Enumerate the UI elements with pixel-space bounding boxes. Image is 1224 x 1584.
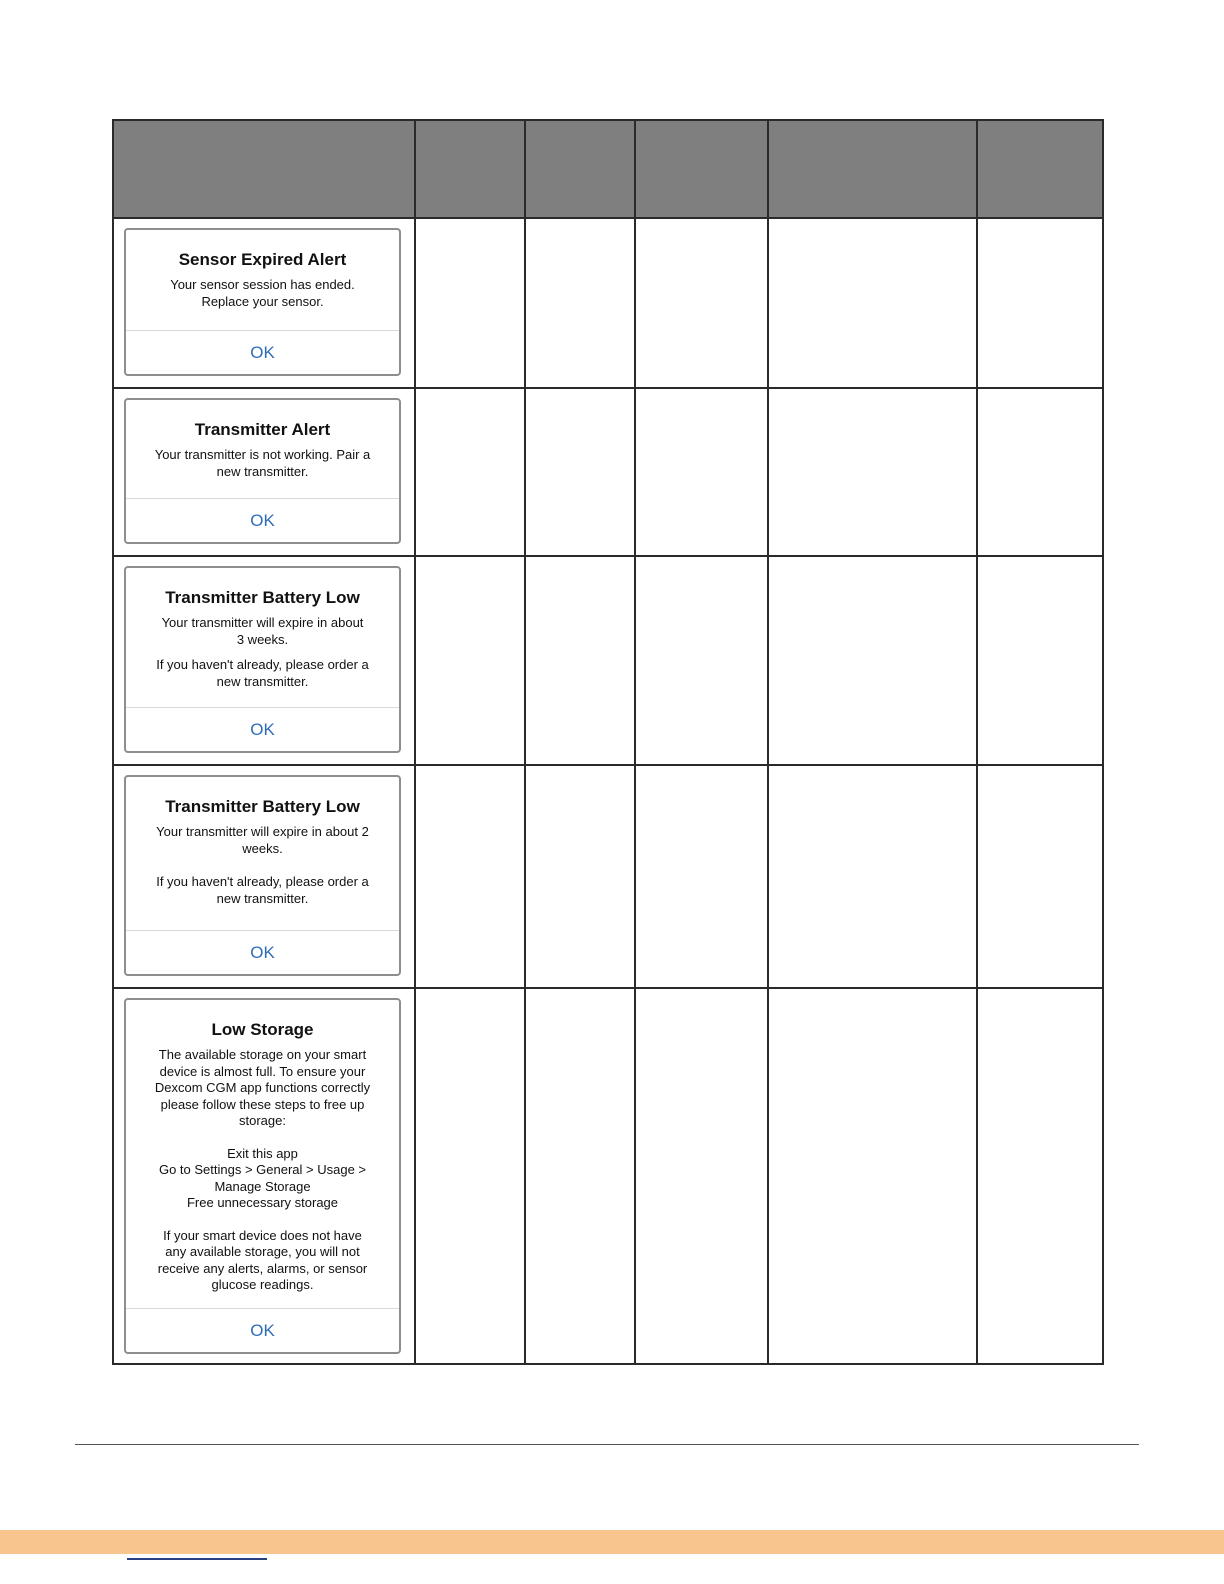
row-divider — [114, 387, 1102, 389]
header-cell-4 — [636, 121, 769, 217]
dialog-steps: Exit this app Go to Settings > General > Usage > Manage Storage Free unnecessary storage — [158, 1145, 367, 1210]
dialog-message: Your transmitter will expire in about 3 weeks. — [161, 615, 364, 647]
dialog-message: If your smart device does not have any available storage, you will not receive any alerts, alarms, or sensor glucose readings. — [157, 1227, 368, 1292]
dialog-message: Your transmitter is not working. Pair a new transmitter. — [154, 447, 371, 479]
column-divider — [414, 121, 416, 1363]
dialog-title: Transmitter Battery Low — [165, 797, 360, 816]
dialog-title: Sensor Expired Alert — [178, 250, 347, 269]
dialog-message: Your sensor session has ended. Replace your sensor. — [170, 277, 355, 309]
ok-button[interactable]: OK — [250, 1320, 275, 1340]
dialog-message: If you haven't already, please order a new transmitter. — [156, 657, 369, 689]
dialog-button-row — [126, 330, 399, 374]
dialog-content — [126, 568, 399, 707]
header-cell-6 — [978, 121, 1102, 217]
ok-button[interactable]: OK — [250, 719, 275, 739]
dialog-title: Transmitter Battery Low — [165, 588, 360, 607]
column-divider — [524, 121, 526, 1363]
footer-band — [0, 1530, 1224, 1554]
dialog-button-row — [126, 1308, 399, 1352]
dialog-button-row — [126, 498, 399, 542]
column-divider — [634, 121, 636, 1363]
low-storage-dialog — [124, 998, 401, 1354]
ok-button[interactable]: OK — [250, 342, 275, 362]
dialog-message: Your transmitter will expire in about 2 weeks. — [156, 824, 369, 856]
column-divider — [976, 121, 978, 1363]
dialog-content — [126, 1000, 399, 1308]
dialog-content — [126, 777, 399, 930]
transmitter-battery-low-3wk-dialog — [124, 566, 401, 753]
dialog-title: Low Storage — [211, 1020, 314, 1039]
header-cell-1 — [114, 121, 416, 217]
dialog-message: The available storage on your smart device is almost full. To ensure your Dexcom CGM app functions correctly please follow these steps to free up storage: — [154, 1047, 371, 1128]
dialog-button-row — [126, 707, 399, 751]
row-divider — [114, 555, 1102, 557]
dialog-button-row — [126, 930, 399, 974]
row-divider — [114, 764, 1102, 766]
footer-link-underline — [127, 1558, 267, 1560]
ok-button[interactable]: OK — [250, 942, 275, 962]
table-header-row — [114, 121, 1102, 219]
dialog-content — [126, 400, 399, 498]
ok-button[interactable]: OK — [250, 510, 275, 530]
transmitter-battery-low-2wk-dialog — [124, 775, 401, 976]
footer-divider — [75, 1444, 1139, 1445]
dialog-title: Transmitter Alert — [194, 420, 331, 439]
row-divider — [114, 987, 1102, 989]
transmitter-alert-dialog — [124, 398, 401, 544]
dialog-message: If you haven't already, please order a new transmitter. — [156, 874, 369, 906]
dialog-content — [126, 230, 399, 330]
header-cell-2 — [416, 121, 526, 217]
header-cell-3 — [526, 121, 636, 217]
sensor-expired-dialog — [124, 228, 401, 376]
header-cell-5 — [769, 121, 978, 217]
column-divider — [767, 121, 769, 1363]
